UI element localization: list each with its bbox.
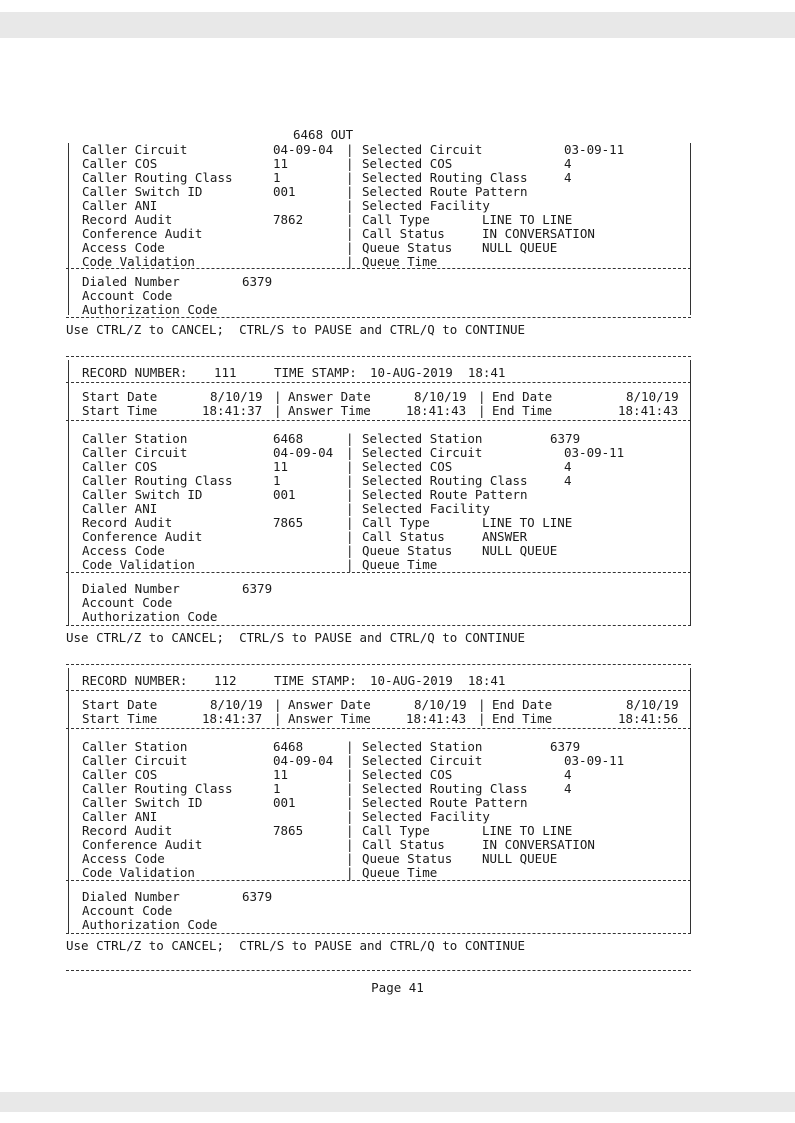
field-row: Caller Circuit 04-09-04 | Selected Circuit 03-09-11 [82, 142, 625, 157]
auth-row: Authorization Code [82, 302, 218, 317]
dialed-row: Dialed Number 6379 [82, 889, 273, 904]
dashed-divider [66, 664, 691, 665]
field-row: Caller Routing Class 1 | Selected Routing Class 4 [82, 473, 572, 488]
field-row: Conference Audit | Call Status IN CONVERSATION [82, 837, 595, 852]
dialed-row: Dialed Number 6379 [82, 581, 273, 596]
dashed-divider [66, 572, 691, 573]
dialed-row: Dialed Number 6379 [82, 274, 273, 289]
dashed-divider [66, 356, 691, 357]
field-row: Access Code | Queue Status NULL QUEUE [82, 240, 558, 255]
field-row: Caller Station 6468 | Selected Station 6379 [82, 431, 581, 446]
field-row: Caller Switch ID 001 | Selected Route Pattern [82, 487, 528, 502]
record-header: RECORD NUMBER: 111 TIME STAMP: 10-AUG-2019 18:41 [82, 365, 506, 380]
dashed-divider [66, 268, 691, 269]
date-row: Start Date 8/10/19 | Answer Date 8/10/19 | End Date 8/10/19 [82, 697, 679, 712]
cancel-notice: Use CTRL/Z to CANCEL; CTRL/S to PAUSE and CTRL/Q to CONTINUE [66, 630, 526, 645]
page-number: Page 41 [371, 980, 424, 995]
field-row: Code Validation | Queue Time [82, 254, 438, 269]
field-row: Caller Station 6468 | Selected Station 6379 [82, 739, 581, 754]
record-header: RECORD NUMBER: 112 TIME STAMP: 10-AUG-2019 18:41 [82, 673, 506, 688]
field-row: Access Code | Queue Status NULL QUEUE [82, 543, 558, 558]
account-row: Account Code [82, 288, 173, 303]
account-row: Account Code [82, 595, 173, 610]
field-row: Caller COS 11 | Selected COS 4 [82, 459, 572, 474]
date-row: Start Date 8/10/19 | Answer Date 8/10/19 | End Date 8/10/19 [82, 389, 679, 404]
dashed-divider [66, 933, 691, 934]
field-row: Record Audit 7862 | Call Type LINE TO LINE [82, 212, 573, 227]
auth-row: Authorization Code [82, 609, 218, 624]
cancel-notice: Use CTRL/Z to CANCEL; CTRL/S to PAUSE and CTRL/Q to CONTINUE [66, 322, 526, 337]
scan-border-top [0, 12, 795, 38]
dashed-divider [66, 728, 691, 729]
field-row: Code Validation | Queue Time [82, 865, 438, 880]
time-stamp: 10-AUG-2019 18:41 [370, 673, 506, 688]
field-row: Caller ANI | Selected Facility [82, 198, 490, 213]
field-row: Conference Audit | Call Status IN CONVERSATION [82, 226, 595, 241]
auth-row: Authorization Code [82, 917, 218, 932]
field-row: Caller ANI | Selected Facility [82, 501, 490, 516]
scan-border-bottom [0, 1092, 795, 1112]
field-row: Record Audit 7865 | Call Type LINE TO LINE [82, 515, 573, 530]
field-row: Caller Routing Class 1 | Selected Routing Class 4 [82, 170, 572, 185]
field-row: Caller Switch ID 001 | Selected Route Pattern [82, 184, 528, 199]
field-row: Caller COS 11 | Selected COS 4 [82, 767, 572, 782]
dashed-divider [66, 880, 691, 881]
time-row: Start Time 18:41:37 | Answer Time 18:41:43 | End Time 18:41:56 [82, 711, 679, 726]
field-row: Access Code | Queue Status NULL QUEUE [82, 851, 558, 866]
dashed-divider [66, 625, 691, 626]
dashed-divider [66, 317, 691, 318]
field-row: Conference Audit | Call Status ANSWER [82, 529, 528, 544]
field-row: Caller Routing Class 1 | Selected Routing Class 4 [82, 781, 572, 796]
account-row: Account Code [82, 903, 173, 918]
header-out: 6468 OUT [293, 127, 354, 142]
field-row: Caller Switch ID 001 | Selected Route Pattern [82, 795, 528, 810]
field-row: Code Validation | Queue Time [82, 557, 438, 572]
time-row: Start Time 18:41:37 | Answer Time 18:41:43 | End Time 18:41:43 [82, 403, 679, 418]
dashed-divider [66, 420, 691, 421]
dashed-divider [66, 690, 691, 691]
dashed-divider [66, 382, 691, 383]
field-row: Caller Circuit 04-09-04 | Selected Circuit 03-09-11 [82, 445, 625, 460]
field-row: Caller COS 11 | Selected COS 4 [82, 156, 572, 171]
record-number: 111 [214, 365, 237, 380]
dashed-divider [66, 970, 691, 971]
cancel-notice: Use CTRL/Z to CANCEL; CTRL/S to PAUSE and CTRL/Q to CONTINUE [66, 938, 526, 953]
field-row: Record Audit 7865 | Call Type LINE TO LINE [82, 823, 573, 838]
field-row: Caller ANI | Selected Facility [82, 809, 490, 824]
time-stamp: 10-AUG-2019 18:41 [370, 365, 506, 380]
record-number: 112 [214, 673, 237, 688]
field-row: Caller Circuit 04-09-04 | Selected Circuit 03-09-11 [82, 753, 625, 768]
